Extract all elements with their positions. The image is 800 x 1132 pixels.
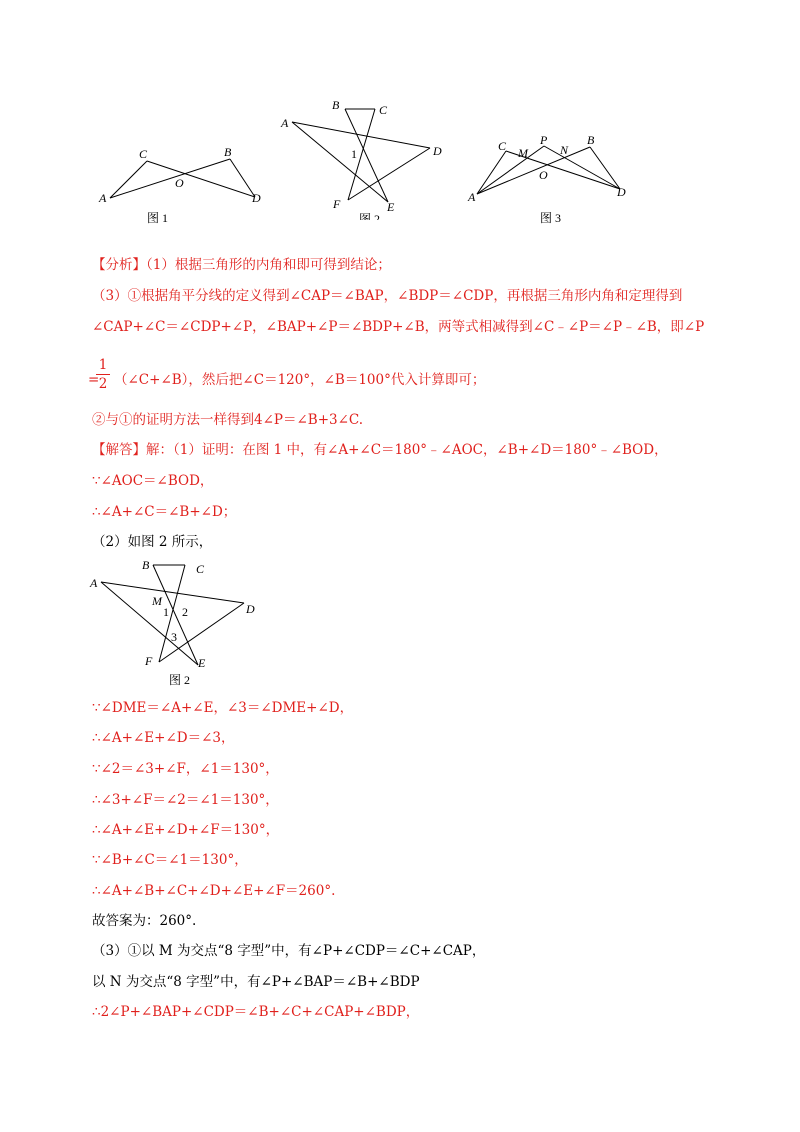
solution-line-15: ∴2∠P+∠BAP+∠CDP＝∠B+∠C+∠CAP+∠BDP， [92,1004,420,1020]
fig2-label-c: C [379,103,388,117]
analysis-line-3: ∠CAP+∠C＝∠CDP+∠P，∠BAP+∠P＝∠BDP+∠B，两等式相减得到∠C﹣∠P＝∠P﹣∠B，即∠P [92,319,705,335]
fig3-label-p: P [540,133,548,147]
fig4-label-c: C [196,562,205,576]
analysis-line-1: 【分析】（1）根据三角形的内角和即可得到结论； [92,257,391,273]
fig2-caption: 图 2 [359,212,381,220]
solution-line-13: （3）①以 M 为交点“8 字型”中，有∠P+∠CDP＝∠C+∠CAP， [92,943,486,959]
fig4-label-b: B [142,558,150,572]
fig1-label-b: B [224,145,232,159]
fig3-label-n: N [560,143,569,157]
fig4-label-d: D [246,602,255,616]
analysis-line-4-prefix: = [88,372,100,388]
analysis-line-5: ②与①的证明方法一样得到4∠P＝∠B+3∠C. [92,412,364,428]
solution-line-7: ∵∠2＝∠3+∠F，∠1＝130°， [92,761,279,777]
solution-line-12: 故答案为：260°. [92,913,197,929]
fig4-angle-1: 1 [163,605,169,619]
figure-1 [95,140,270,230]
fig4-label-e: E [198,656,206,670]
fig4-label-m: M [152,594,162,608]
analysis-line-2: （3）①根据角平分线的定义得到∠CAP＝∠BAP，∠BDP＝∠CDP，再根据三角形内角和定理得到 [92,288,683,304]
solution-line-5: ∵∠DME＝∠A+∠E，∠3＝∠DME+∠D， [92,700,354,716]
fig1-label-d: D [252,191,261,205]
figure-1-drawing [95,140,270,230]
fig2-label-d: D [433,144,442,158]
solution-line-10: ∵∠B+∠C＝∠1＝130°， [92,852,248,868]
solution-line-6: ∴∠A+∠E+∠D＝∠3， [92,730,235,746]
fig4-angle-3: 3 [171,630,177,644]
fig3-label-d: D [617,185,626,199]
figure-2-drawing [275,95,455,220]
fraction-denominator: 2 [98,376,108,392]
solution-line-4: （2）如图 2 所示， [92,534,213,550]
fig3-caption: 图 3 [540,211,562,225]
solution-line-8: ∴∠3+∠F＝∠2＝∠1＝130°， [92,792,279,808]
fig2-label-a: A [281,116,289,130]
fig1-label-o: O [175,176,184,190]
solution-line-11: ∴∠A+∠B+∠C+∠D+∠E+∠F＝260°. [92,883,336,899]
figure-3-drawing [460,130,640,230]
fig4-label-a: A [90,576,98,590]
fig4-caption: 图 2 [169,673,191,687]
fig3-label-o: O [539,168,548,182]
figure-2-solution [85,555,270,690]
figure-2-solution-drawing [85,555,270,690]
fig2-label-f: F [333,197,341,211]
analysis-line-4: （∠C+∠B），然后把∠C＝120°，∠B＝100°代入计算即可； [114,372,486,388]
fig3-label-a: A [468,190,476,204]
fig4-angle-2: 2 [182,605,188,619]
fig4-label-f: F [145,654,153,668]
fig2-label-b: B [332,98,340,112]
figure-3 [460,130,640,230]
solution-line-2: ∵∠AOC＝∠BOD， [92,473,214,489]
fig2-angle-1: 1 [351,147,357,161]
solution-line-14: 以 N 为交点“8 字型”中，有∠P+∠BAP＝∠B+∠BDP [92,974,420,990]
fig1-label-a: A [99,191,107,205]
fig3-label-c: C [498,139,507,153]
solution-line-9: ∴∠A+∠E+∠D+∠F＝130°， [92,822,280,838]
fig3-label-b: B [587,133,595,147]
solution-line-3: ∴∠A+∠C＝∠B+∠D； [92,504,237,520]
solution-line-1: 【解答】解：（1）证明：在图 1 中，有∠A+∠C＝180°﹣∠AOC，∠B+∠D＝180°﹣∠BOD， [92,442,668,458]
fraction-numerator: 1 [98,357,108,373]
fig2-label-e: E [387,200,395,214]
fig1-caption: 图 1 [147,211,169,225]
fig1-label-c: C [139,147,148,161]
fig3-label-m: M [518,146,528,160]
figure-2 [275,95,455,220]
